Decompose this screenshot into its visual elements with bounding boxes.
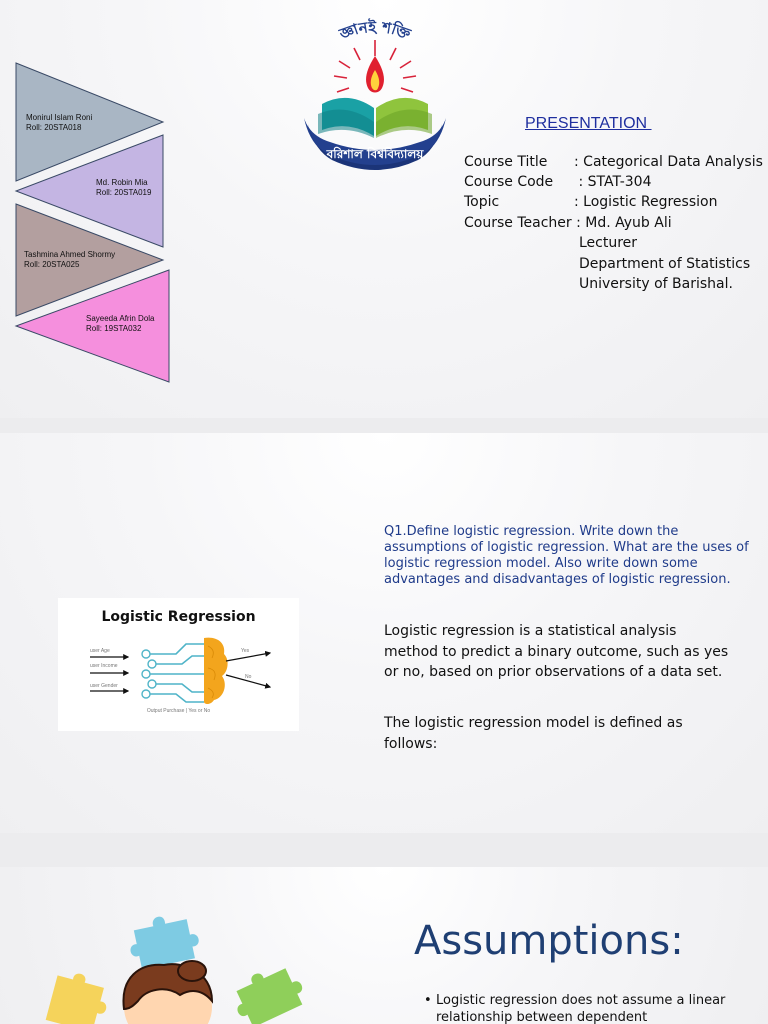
member-roll: Roll: 20STA018 [26, 123, 82, 132]
input-label: user Income [90, 663, 118, 669]
member-3 [24, 250, 115, 270]
info-label: Course Code [464, 174, 554, 190]
model-intro-paragraph: The logistic regression model is defined as follows: [384, 715, 683, 752]
member-roll: Roll: 20STA019 [96, 188, 152, 197]
definition-paragraph: Logistic regression is a statistical analysis method to predict a binary outcome, such as yes or no, based on prior observations of a data set. [384, 623, 729, 680]
book-icon [318, 98, 432, 138]
teacher-university: University of Barishal. [579, 276, 733, 292]
member-name: Monirul Islam Roni [26, 113, 93, 122]
bullet-marker: • [424, 993, 432, 1008]
member-roll: Roll: 20STA025 [24, 260, 80, 269]
info-label: Course Teacher [464, 215, 572, 231]
diagram-caption: Output Purchase | Yes or No [146, 708, 211, 714]
assumptions-slide [0, 867, 768, 1024]
info-row-topic [464, 192, 717, 212]
assumption-bullet [424, 992, 754, 1024]
puzzle-illustration [40, 897, 320, 1024]
logo-banner-text: বরিশাল বিশ্ববিদ্যালয় [326, 147, 424, 161]
input-label: user Age [90, 648, 110, 654]
bullet-text: Logistic regression does not assume a linear relationship between dependent [436, 993, 726, 1024]
info-value: : STAT-304 [574, 174, 652, 190]
info-value: : Md. Ayub Ali [571, 215, 672, 231]
teacher-designation: Lecturer [579, 235, 638, 251]
member-roll: Roll: 19STA032 [86, 324, 142, 333]
member-4 [86, 314, 155, 334]
output-no-label: No [245, 674, 252, 680]
info-label: Topic [464, 194, 500, 210]
info-label: Course Title [464, 154, 548, 170]
input-label: user Gender [90, 683, 118, 689]
brain-icon [204, 638, 228, 704]
info-value: : Categorical Data Analysis [574, 154, 763, 170]
logo-arc-text: জ্ঞানই শক্তি [337, 18, 413, 44]
definition-slide [0, 433, 768, 833]
presentation-heading: PRESENTATION [525, 115, 652, 132]
logistic-regression-diagram [58, 598, 299, 731]
input-arrows [90, 657, 128, 691]
member-2 [96, 178, 151, 198]
member-1 [26, 113, 92, 133]
info-row-course-title [464, 152, 763, 172]
member-name: Md. Robin Mia [96, 178, 148, 187]
output-yes-label: Yes [241, 648, 250, 654]
green-puzzle-icon [227, 958, 310, 1024]
member-triangles [0, 0, 200, 400]
university-logo [300, 18, 450, 176]
yellow-puzzle-icon [46, 968, 113, 1024]
diagram-title: Logistic Regression [101, 609, 256, 625]
info-row-course-code [464, 172, 652, 192]
output-arrows [226, 653, 270, 687]
network-lines [150, 644, 204, 702]
info-value: : Logistic Regression [574, 194, 718, 210]
info-row-course-teacher [464, 213, 672, 233]
member-name: Sayeeda Afrin Dola [86, 314, 155, 323]
assumptions-title: Assumptions: [414, 918, 684, 964]
diagram-graphic [58, 598, 299, 731]
title-slide [0, 0, 768, 418]
member-name: Tashmina Ahmed Shormy [24, 250, 116, 259]
person-illustration [123, 961, 212, 1024]
question-text: Q1.Define logistic regression. Write down the assumptions of logistic regression. What are the uses of logistic regression model. Also write down some advantages and disadvantages of logistic regression. [384, 524, 749, 587]
teacher-department: Department of Statistics [579, 256, 751, 272]
